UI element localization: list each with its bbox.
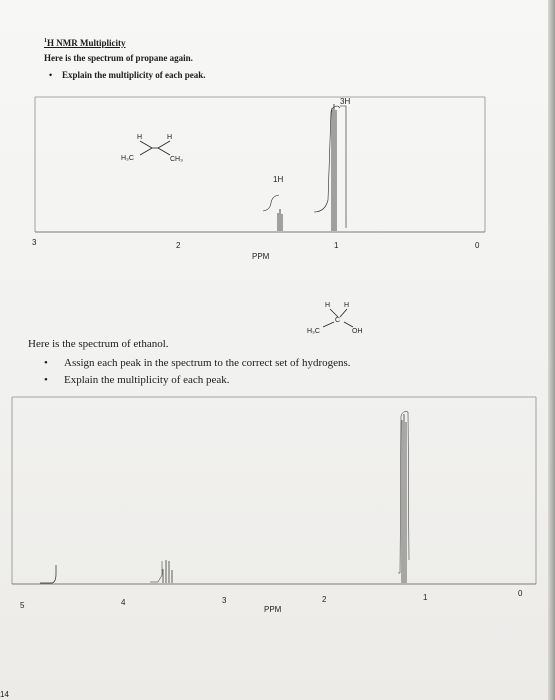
propane-ch3-right: CH₃ [170,156,183,163]
ethanol-tick-0: 0 [518,589,523,598]
ethanol-bullet-1: • Assign each peak in the spectrum to the correct set of hydrogens. [64,357,351,369]
propane-h-left: H [137,134,143,141]
propane-h-right: H [167,134,173,141]
ethanol-ch3: H₃C [307,328,320,335]
ethanol-tick-5: 5 [20,601,25,610]
ethanol-structure [307,302,363,335]
propane-tick-0: 0 [475,241,480,250]
propane-1h-integral [263,195,279,211]
propane-tick-2: 2 [176,241,181,250]
ethanol-intro: Here is the spectrum of ethanol. [28,338,169,350]
title-superscript: 1 [44,38,47,44]
title-text: H NMR Multiplicity [47,38,126,48]
propane-tick-1: 1 [334,241,339,250]
ethanol-ch3-integral [398,412,409,574]
propane-bullet: • Explain the multiplicity of each peak. [62,70,206,80]
propane-intro: Here is the spectrum of propane again. [44,53,193,63]
ethanol-peaks [40,412,409,584]
propane-1h-label: 1H [273,175,284,184]
page-number: 14 [0,690,9,699]
ethanol-oh: OH [352,328,363,335]
ethanol-axis-label: PPM [264,605,282,614]
propane-axis-label: PPM [252,252,270,261]
ethanol-oh-integral [40,565,56,583]
ethanol-carbon: C [335,317,341,324]
propane-structure [121,134,183,163]
ethanol-tick-2: 2 [322,595,327,604]
propane-spectrum [35,97,485,232]
ethanol-h-right: H [344,302,350,309]
ethanol-h-left: H [325,302,331,309]
ethanol-tick-4: 4 [121,598,126,607]
propane-ch3-left: H₃C [121,155,134,162]
propane-3h-label: 3H [340,97,351,106]
ethanol-tick-3: 3 [222,596,227,605]
ethanol-ch2-integral [150,561,162,582]
ethanol-tick-1: 1 [423,593,428,602]
propane-peaks [263,104,346,231]
ethanol-spectrum [12,397,536,584]
ethanol-bullet-2: • Explain the multiplicity of each peak. [64,374,230,386]
propane-tick-3: 3 [32,238,37,247]
